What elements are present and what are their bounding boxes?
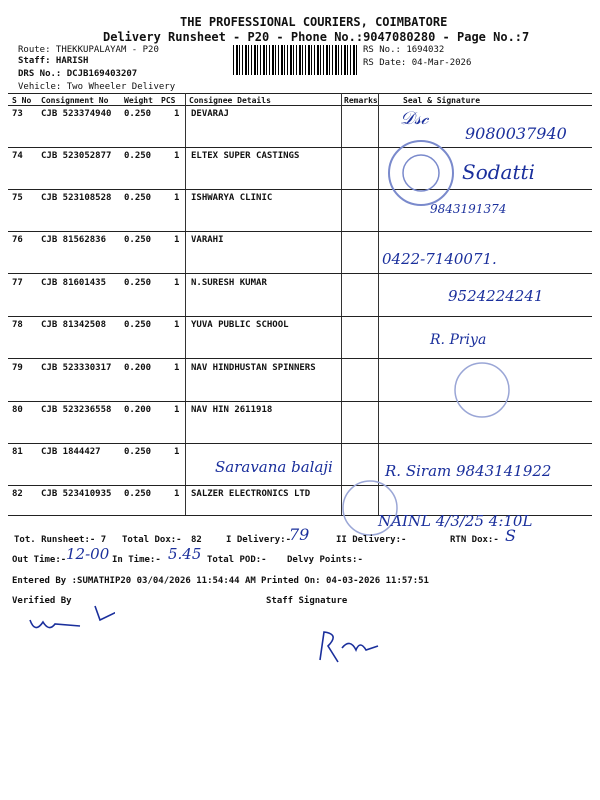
row-pcs: 1 [174,320,180,330]
row-sno: 78 [12,320,23,330]
total-pod-label: Total POD:- [207,555,267,565]
row-consignee: ISHWARYA CLINIC [191,193,273,203]
handwritten-signature: Sodatti [462,160,535,184]
i-delivery-label: I Delivery:- [226,535,292,545]
row-consignee: N.SURESH KUMAR [191,278,267,288]
row-sno: 75 [12,193,23,203]
row-consignment: CJB 523236558 [41,405,112,415]
col-sno: S No [12,96,32,105]
row-pcs: 1 [174,193,180,203]
row-rule [8,147,592,148]
table-top-rule [8,93,592,94]
row-weight: 0.250 [124,278,152,288]
rtn-dox-label: RTN Dox:- [450,535,499,545]
total-dox-label: Total Dox:- [122,535,182,545]
row-sno: 79 [12,363,23,373]
row-weight: 0.200 [124,405,152,415]
row-rule [8,358,592,359]
handwritten-name: R. Priya [430,332,487,348]
row-weight: 0.200 [124,363,152,373]
signature-scribble: 𝒟𝓈𝒸 [400,108,429,129]
row-sno: 73 [12,109,23,119]
rs-date: RS Date: 04-Mar-2026 [363,58,472,68]
row-consignment: CJB 523410935 [41,489,112,499]
row-consignee: YUVA PUBLIC SCHOOL [191,320,289,330]
row-consignment: CJB 81601435 [41,278,107,288]
staff-label: Staff: HARISH [18,56,89,66]
drs-label: DRS No.: DCJB169403207 [18,69,138,79]
in-time-value: 5.45 [168,545,202,563]
row-consignee: NAV HINDHUSTAN SPINNERS [191,363,316,373]
entered-by: Entered By :SUMATHIP20 03/04/2026 11:54:44 AM [12,576,256,586]
row-sno: 82 [12,489,23,499]
divider-remarks [341,93,342,515]
row-consignee: ELTEX SUPER CASTINGS [191,151,300,161]
row-rule [8,189,592,190]
handwritten-phone: 9080037940 [465,124,567,143]
row-weight: 0.250 [124,151,152,161]
row-weight: 0.250 [124,109,152,119]
col-remarks: Remarks [344,96,378,105]
table-header-rule [8,105,592,106]
row-weight: 0.250 [124,235,152,245]
company-title: THE PROFESSIONAL COURIERS, COIMBATORE [180,15,448,29]
col-pcs: PCS [161,96,176,105]
handwritten-phone: 9843191374 [430,202,507,216]
row-consignment: CJB 523052877 [41,151,112,161]
handwritten-phone: 0422-7140071. [382,250,497,268]
row-consignee: NAV HIN 2611918 [191,405,273,415]
staff-signature-label: Staff Signature [266,596,348,606]
row-sno: 80 [12,405,23,415]
row-pcs: 1 [174,235,180,245]
i-delivery-value: 79 [289,525,310,544]
verified-by-label: Verified By [12,596,72,606]
row-consignment: CJB 1844427 [41,447,101,457]
out-time-label: Out Time:- [12,555,67,565]
rs-no: RS No.: 1694032 [363,45,445,55]
handwritten-name: R. Siram 9843141922 [385,462,552,480]
divider-consignee [185,93,186,515]
rtn-dox-value: S [505,526,516,545]
row-sno: 76 [12,235,23,245]
row-consignment: CJB 523374940 [41,109,112,119]
row-consignee: DEVARAJ [191,109,229,119]
row-pcs: 1 [174,447,180,457]
row-rule [8,273,592,274]
row-pcs: 1 [174,278,180,288]
row-rule [8,485,592,486]
row-rule [8,231,592,232]
delvy-points-label: Delvy Points:- [287,555,363,565]
col-consignment: Consignment No [41,96,109,105]
total-dox-value: 82 [191,535,202,545]
row-consignment: CJB 523108528 [41,193,112,203]
verifier-signature [25,598,115,638]
row-sno: 81 [12,447,23,457]
row-consignee: VARAHI [191,235,224,245]
runsheet-subtitle: Delivery Runsheet - P20 - Phone No.:9047080280 - Page No.:7 [103,30,530,44]
row-pcs: 1 [174,151,180,161]
ii-delivery-label: II Delivery:- [336,535,407,545]
row-consignment: CJB 81342508 [41,320,107,330]
col-consignee: Consignee Details [189,96,271,105]
row-pcs: 1 [174,363,180,373]
row-sno: 77 [12,278,23,288]
divider-seal [378,93,379,515]
row-weight: 0.250 [124,489,152,499]
handwritten-name: Saravana balaji [215,458,333,476]
tot-runsheet: Tot. Runsheet:- 7 [14,535,107,545]
vehicle-label: Vehicle: Two Wheeler Delivery [18,82,176,92]
row-weight: 0.250 [124,320,152,330]
col-seal: Seal & Signature [403,96,481,105]
route-label: Route: THEKKUPALAYAM - P20 [18,45,159,55]
row-pcs: 1 [174,405,180,415]
row-rule [8,443,592,444]
row-consignment: CJB 523330317 [41,363,112,373]
col-weight: Weight [124,96,153,105]
out-time-value: 12-00 [66,545,110,563]
in-time-label: In Time:- [112,555,161,565]
row-sno: 74 [12,151,23,161]
staff-signature [316,628,386,668]
row-weight: 0.250 [124,447,152,457]
row-consignee: SALZER ELECTRONICS LTD [191,489,311,499]
seal-stamp [386,138,456,208]
row-weight: 0.250 [124,193,152,203]
handwritten-date: NAINL 4/3/25 4:10L [378,512,533,530]
row-pcs: 1 [174,109,180,119]
printed-on: Printed On: 04-03-2026 11:57:51 [261,576,429,586]
row-consignment: CJB 81562836 [41,235,107,245]
barcode [233,45,358,75]
handwritten-phone: 9524224241 [448,287,544,305]
row-pcs: 1 [174,489,180,499]
seal-stamp [452,360,512,420]
row-rule [8,316,592,317]
